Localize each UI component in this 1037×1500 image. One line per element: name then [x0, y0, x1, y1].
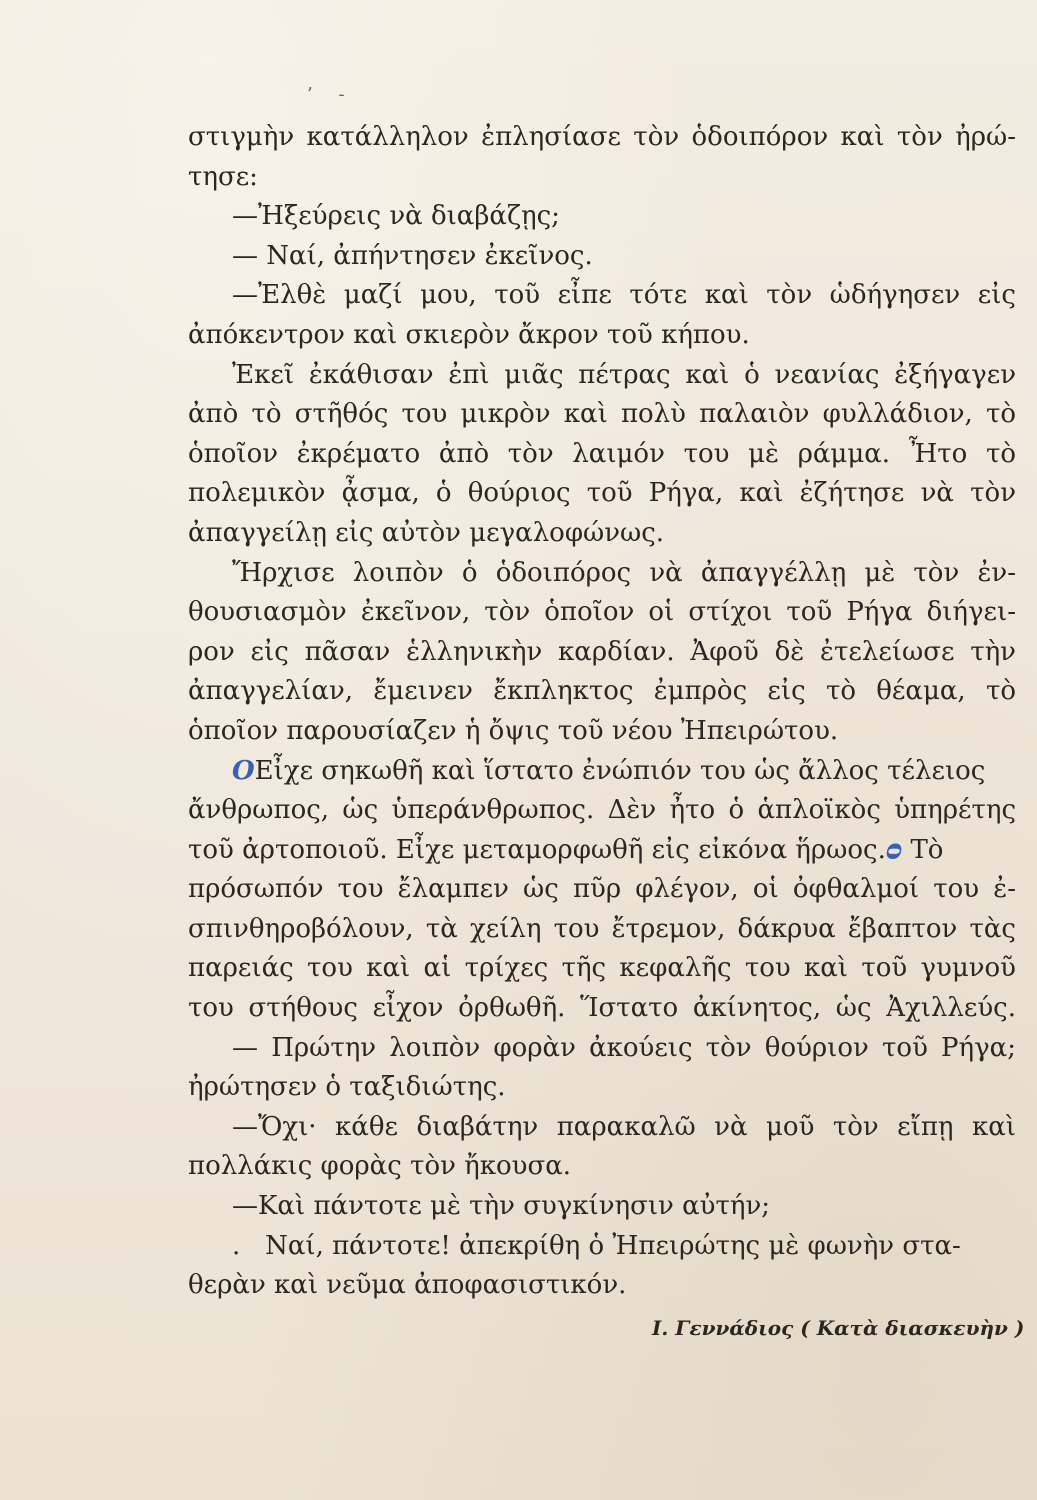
text-line: σπινθηροβόλουν, τὰ χείλη του ἔτρεμον, δάκρυα ἔβαπτον τὰς	[188, 913, 1016, 944]
top-mark: ’ -	[307, 84, 355, 105]
text-line-tail: Τὸ	[902, 834, 944, 865]
text-line: ἀπὸ τὸ στῆθός του μικρὸν καὶ πολὺ παλαιὸν φυλλάδιον, τὸ	[188, 399, 1016, 430]
text-line: —Καὶ πάντοτε μὲ τὴν συγκίνησιν αὐτήν;	[232, 1191, 771, 1222]
text-line: Ἤρχισε λοιπὸν ὁ ὁδοιπόρος νὰ ἀπαγγέλλῃ μὲ τὸν ἐν-	[232, 557, 1016, 588]
text-line: πολεμικὸν ᾆσμα, ὁ θούριος τοῦ Ρήγα, καὶ ἐζήτησε νὰ τὸν	[188, 478, 1016, 509]
line-lead-mark: .	[232, 1230, 241, 1261]
text-line: ἄνθρωπος, ὡς ὑπεράνθρωπος. Δὲν ἦτο ὁ ἁπλοϊκὸς ὑπηρέτης	[188, 795, 1016, 826]
text-line: Ἐκεῖ ἐκάθισαν ἐπὶ μιᾶς πέτρας καὶ ὁ νεανίας ἐξήγαγεν	[232, 359, 1016, 390]
pen-inline-mark: ᴑ	[885, 834, 903, 865]
text-line: στιγμὴν κατάλληλον ἐπλησίασε τὸν ὁδοιπόρον καὶ τὸν ἠρώ-	[188, 122, 1016, 152]
text-line: ρον εἰς πᾶσαν ἑλληνικὴν καρδίαν. Ἀφοῦ δὲ ἐτελείωσε τὴν	[188, 636, 1016, 667]
text-line-body: Ναί, πάντοτε! ἀπεκρίθη ὁ Ἠπειρώτης μὲ φωνὴν στα-	[265, 1230, 961, 1261]
text-line: — Πρώτην λοιπὸν φορὰν ἀκούεις τὸν θούριον τοῦ Ρήγα;	[232, 1032, 1016, 1063]
text-line: ἀπόκεντρον καὶ σκιερὸν ἄκρον τοῦ κήπου.	[188, 319, 750, 350]
text-line: ἀπαγγελίαν, ἔμεινεν ἔκπληκτος ἐμπρὸς εἰς τὸ θέαμα, τὸ	[188, 676, 1016, 707]
text-line: —Ἠξεύρεις νὰ διαβάζῃς;	[232, 201, 560, 232]
text-line: —Ὄχι· κάθε διαβάτην παρακαλῶ νὰ μοῦ τὸν εἴπῃ καὶ	[232, 1111, 1016, 1142]
text-line: ἀπαγγείλῃ εἰς αὐτὸν μεγαλοφώνως.	[188, 517, 665, 548]
text-line: ὁποῖον παρουσίαζεν ἡ ὄψις τοῦ νέου Ἠπειρώτου.	[188, 715, 839, 746]
text-line: — Ναί, ἀπήντησεν ἐκεῖνος.	[232, 240, 593, 271]
body-text	[188, 118, 1016, 1306]
text-line: τησε:	[188, 161, 258, 192]
text-line	[188, 831, 1016, 871]
text-line: —Ἐλθὲ μαζί μου, τοῦ εἶπε τότε καὶ τὸν ὡδήγησεν εἰς	[232, 280, 1016, 311]
text-line: παρειάς του καὶ αἱ τρίχες τῆς κεφαλῆς του καὶ τοῦ γυμνοῦ	[188, 953, 1016, 984]
text-line	[188, 1227, 1016, 1267]
text-line-body: Εἶχε σηκωθῆ καὶ ἵστατο ἐνώπιόν του ὡς ἄλλος τέλειος	[254, 755, 986, 786]
text-line: θερὰν καὶ νεῦμα ἀποφασιστικόν.	[188, 1270, 627, 1301]
text-line	[188, 752, 1016, 792]
pen-margin-mark: O	[232, 755, 255, 786]
attribution: Ι. Γεννάδιος ( Κατὰ διασκευὴν )	[652, 1316, 1025, 1340]
text-line-body: τοῦ ἀρτοποιοῦ. Εἶχε μεταμορφωθῆ εἰς εἰκόνα ἥρωος.	[188, 834, 886, 865]
text-line: ὁποῖον ἐκρέματο ἀπὸ τὸν λαιμόν του μὲ ράμμα. Ἦτο τὸ	[188, 438, 1016, 469]
text-line: πρόσωπόν του ἔλαμπεν ὡς πῦρ φλέγον, οἱ ὀφθαλμοί του ἐ-	[188, 874, 1016, 905]
text-line: θουσιασμὸν ἐκεῖνον, τὸν ὁποῖον οἱ στίχοι τοῦ Ρήγα διήγει-	[188, 597, 1016, 628]
text-line: ἠρώτησεν ὁ ταξιδιώτης.	[188, 1072, 506, 1103]
text-line: του στήθους εἶχον ὀρθωθῆ. Ἵστατο ἀκίνητος, ὡς Ἀχιλλεύς.	[188, 993, 1016, 1024]
text-line: πολλάκις φορὰς τὸν ἤκουσα.	[188, 1151, 572, 1182]
